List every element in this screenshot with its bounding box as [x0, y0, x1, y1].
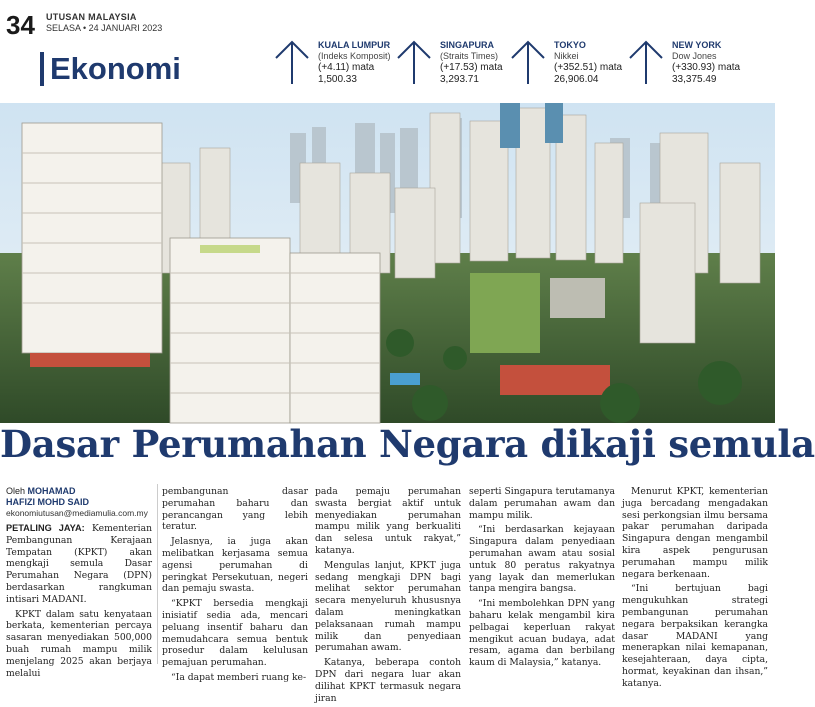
- paragraph: “Ini bertujuan bagi mengukuhkan strategi pembangunan perumahan negara berpaksikan kerangka dasar MADANI yang menerapkan nilai kemapanan, kesejahteraan, daya cipta, hormat, keyakinan dan ihsan,” katanya.: [622, 583, 768, 689]
- market-name: SINGAPURA: [440, 40, 495, 50]
- market-value: 26,906.04: [554, 74, 599, 85]
- city-skyline-photo: [0, 103, 775, 423]
- column-divider: [157, 484, 158, 664]
- market-change: (+17.53) mata: [440, 62, 503, 73]
- paragraph: “Ini membolehkan DPN yang baharu kelak mengambil kira pelbagai keperluan rakyat mengikut acuan budaya, adat resam, agama dan berbilang kaum di Malaysia,” katanya.: [469, 598, 615, 669]
- publication-info: [46, 12, 162, 34]
- paragraph: “Ini berdasarkan kejayaan Singapura dalam penyediaan perumahan awam atau sosial untuk 80 peratus rakyatnya yang layak dan memerlukan tanpa mengira bangsa.: [469, 524, 615, 595]
- market-index: Dow Jones: [672, 51, 717, 61]
- lead-text: Kementerian Pembangunan Kerajaan Tempatan (KPKT) akan mengkaji semula Dasar Perumahan Negara (DPN) berdasarkan rangkuman intisari MADANI.: [6, 523, 153, 605]
- market-name: TOKYO: [554, 40, 586, 50]
- arrow-up-icon: [508, 40, 548, 86]
- paragraph: Jelasnya, ia juga akan melibatkan kerjasama semua agensi perumahan di peringkat Persekutuan, negeri dan pemaju swasta.: [162, 536, 308, 595]
- arrow-up-icon: [272, 40, 312, 86]
- market-name: KUALA LUMPUR: [318, 40, 391, 50]
- market-name: NEW YORK: [672, 40, 722, 50]
- dateline: PETALING JAYA:: [6, 523, 85, 533]
- article-column-3: [315, 486, 461, 707]
- arrow-up-icon: [394, 40, 434, 86]
- article-column-5: [622, 486, 768, 693]
- article-headline: Dasar Perumahan Negara dikaji semula: [0, 422, 815, 466]
- article-column-2: [162, 486, 308, 687]
- paragraph: Mengulas lanjut, KPKT juga sedang mengkaji DPN bagi melihat sektor perumahan secara menyeluruh khususnya dalam meningkatkan pelaksanaan rumah mampu milik dan penyediaan perumahan awam.: [315, 559, 461, 654]
- market-index: (Indeks Komposit): [318, 51, 391, 61]
- market-ticker: [272, 40, 772, 96]
- arrow-up-icon: [626, 40, 666, 86]
- paragraph: “KPKT bersedia mengkaji inisiatif sedia ada, mencari peluang insentif baharu dan memudahcara semua bentuk prosedur dalam kelulusan pemajuan perumahan.: [162, 598, 308, 669]
- paragraph: pada pemaju perumahan swasta bergiat aktif untuk menyediakan perumahan mampu milik yang berkualiti dan selesa untuk rakyat,” katanya.: [315, 486, 461, 556]
- market-value: 3,293.71: [440, 74, 479, 85]
- market-change: (+352.51) mata: [554, 62, 623, 73]
- market-index: Nikkei: [554, 51, 579, 61]
- author-name-line2: HAFIZI MOHD SAID: [6, 497, 89, 507]
- paragraph: Katanya, beberapa contoh DPN dari negara luar akan dilihat KPKT termasuk negara jiran: [315, 657, 461, 704]
- publication-name: UTUSAN MALAYSIA: [46, 12, 137, 22]
- article-column-4: [469, 486, 615, 672]
- author-prefix: Oleh: [6, 486, 26, 496]
- author-email: ekonomiutusan@mediamulia.com.my: [6, 508, 148, 518]
- paragraph: seperti Singapura terutamanya dalam perumahan awam dan mampu milik.: [469, 486, 615, 521]
- publication-date: SELASA • 24 JANUARI 2023: [46, 23, 163, 33]
- paragraph: “Ia dapat memberi ruang ke-: [171, 671, 307, 683]
- paragraph: pembangunan dasar perumahan baharu dan perancangan yang lebih teratur.: [162, 486, 308, 533]
- market-change: (+330.93) mata: [672, 62, 741, 73]
- paragraph: Menurut KPKT, kementerian juga bercadang mengadakan sesi perkongsian ilmu bersama pakar perumahan daripada Singapura dengan mengambil kira aspek pengurusan perumahan mampu milik negara berkenaan.: [622, 486, 768, 580]
- byline: [6, 486, 152, 519]
- section-title: Ekonomi: [40, 52, 181, 86]
- author-name-line1: MOHAMAD: [27, 486, 76, 496]
- paragraph: KPKT dalam satu kenyataan berkata, kementerian percaya sasaran menyediakan 500,000 buah rumah mampu milik menjelang 2025 akan berjaya melalui: [6, 608, 152, 679]
- market-index: (Straits Times): [440, 51, 499, 61]
- lead-paragraph: [6, 523, 152, 606]
- page-number: 34: [6, 10, 35, 40]
- market-value: 33,375.49: [672, 74, 717, 85]
- market-value: 1,500.33: [318, 74, 357, 85]
- article-column-1: [6, 486, 152, 682]
- market-change: (+4.11) mata: [318, 62, 375, 73]
